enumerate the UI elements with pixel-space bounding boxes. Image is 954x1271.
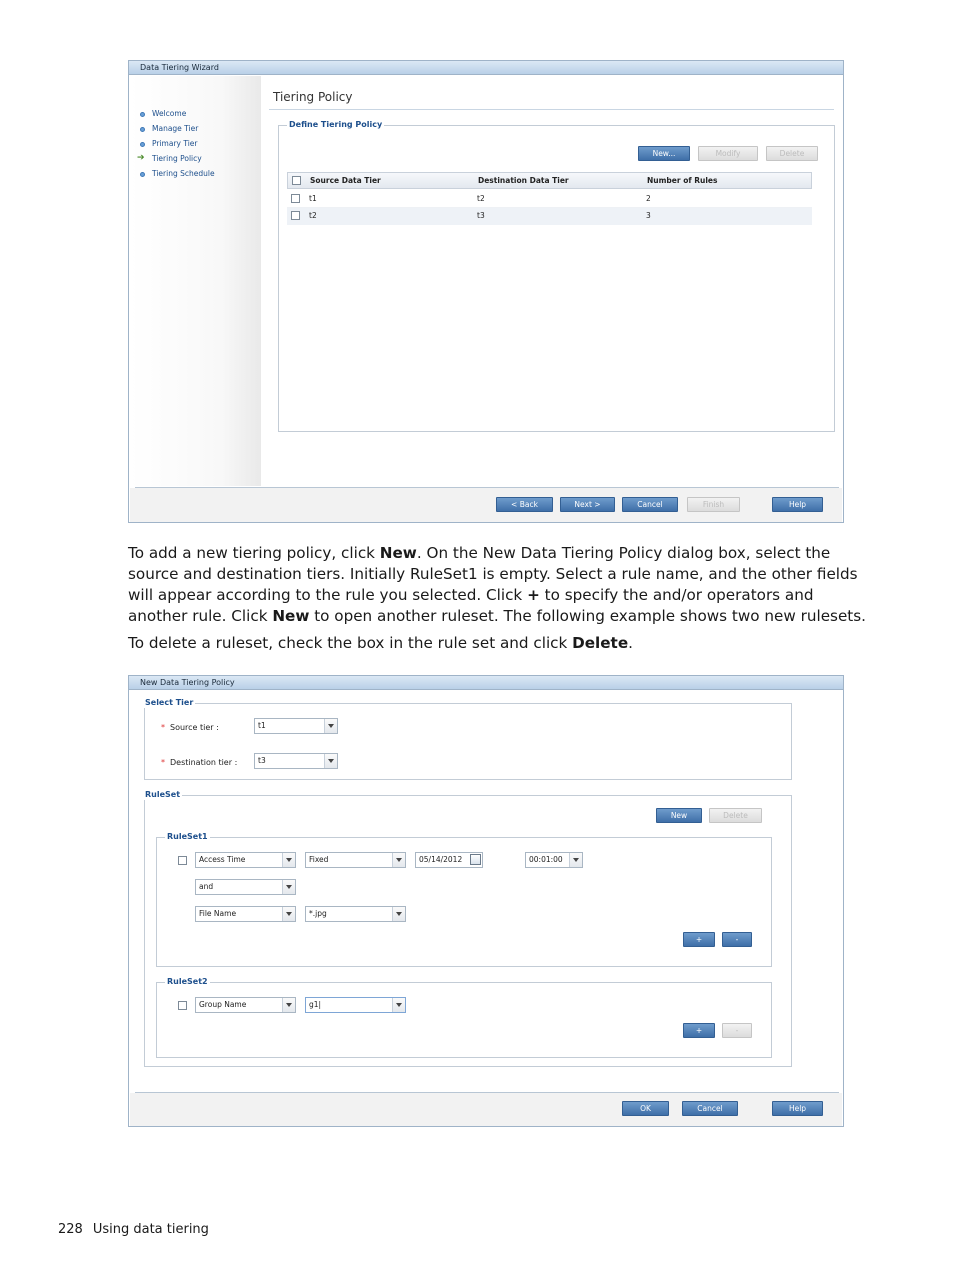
chevron-down-icon[interactable] — [282, 853, 295, 867]
new-data-tiering-policy-dialog — [128, 675, 844, 1127]
bullet-icon — [140, 142, 145, 147]
data-tiering-wizard-window — [128, 60, 844, 523]
rule-field-select[interactable]: Group Name — [195, 997, 296, 1013]
source-tier-label: Source tier : — [170, 723, 219, 732]
required-mark: * — [161, 758, 165, 767]
nav-item-tiering-policy[interactable]: ➔ Tiering Policy — [137, 153, 202, 163]
ruleset-group — [144, 790, 792, 1067]
section-title: Using data tiering — [92, 1222, 209, 1237]
define-tiering-policy-group — [278, 120, 835, 432]
cancel-button[interactable]: Cancel — [622, 497, 678, 512]
wizard-title-bar: Data Tiering Wizard — [129, 61, 843, 75]
define-tiering-policy-legend: Define Tiering Policy — [289, 120, 383, 129]
rule-operator-select[interactable]: and — [195, 879, 296, 895]
help-button[interactable]: Help — [772, 1101, 823, 1116]
add-rule-button[interactable]: + — [683, 1023, 715, 1038]
policy-table-header — [287, 172, 812, 189]
rule-date-input[interactable]: 05/14/2012 — [415, 852, 483, 868]
back-button[interactable]: < Back — [496, 497, 553, 512]
page-footer — [58, 1222, 209, 1237]
instruction-paragraph-delete: To delete a ruleset, check the box in the rule set and click Delete. — [128, 634, 633, 652]
row-checkbox[interactable] — [291, 211, 300, 220]
select-all-checkbox[interactable] — [292, 176, 301, 185]
rule2-field-select[interactable]: File Name — [195, 906, 296, 922]
chevron-down-icon[interactable] — [392, 853, 405, 867]
nav-item-primary-tier[interactable]: Primary Tier — [152, 139, 198, 149]
ruleset2-group — [156, 977, 772, 1058]
bullet-icon — [140, 172, 145, 177]
nav-item-manage-tier[interactable]: Manage Tier — [152, 124, 198, 134]
rule-mode-select[interactable]: Fixed — [305, 852, 406, 868]
new-ruleset-button[interactable]: New — [656, 808, 702, 823]
select-tier-group — [144, 698, 792, 780]
rule2-value-select[interactable]: *.jpg — [305, 906, 406, 922]
delete-policy-button[interactable]: Delete — [766, 146, 818, 161]
ruleset2-legend: RuleSet2 — [167, 977, 208, 986]
remove-rule-button[interactable]: - — [722, 932, 752, 947]
dialog-title-bar: New Data Tiering Policy — [129, 676, 843, 690]
remove-rule-button[interactable]: - — [722, 1023, 752, 1038]
destination-tier-select[interactable]: t3 — [254, 753, 338, 769]
finish-button[interactable]: Finish — [687, 497, 740, 512]
chevron-down-icon[interactable] — [282, 880, 295, 894]
destination-tier-label: Destination tier : — [170, 758, 238, 767]
required-mark: * — [161, 723, 165, 732]
chevron-down-icon[interactable] — [282, 907, 295, 921]
ruleset-legend: RuleSet — [145, 790, 181, 799]
page-title: Tiering Policy — [273, 90, 353, 104]
select-tier-legend: Select Tier — [145, 698, 194, 707]
nav-item-tiering-schedule[interactable]: Tiering Schedule — [152, 169, 215, 179]
chevron-down-icon[interactable] — [324, 754, 337, 768]
calendar-icon[interactable] — [470, 854, 481, 865]
table-row[interactable]: t2 t3 3 — [287, 208, 812, 225]
text-cursor: | — [318, 1000, 322, 1009]
cancel-button[interactable]: Cancel — [682, 1101, 738, 1116]
chevron-down-icon[interactable] — [392, 998, 405, 1012]
ruleset1-checkbox[interactable] — [178, 856, 187, 865]
instruction-paragraph-add: To add a new tiering policy, click New. On the New Data Tiering Policy dialog box, select the source and destination tiers. Initially RuleSet1 is empty. Select a rule name, and the other fields will appear according to the rule you selected. Click + to specify the and/or operators and another rule. Click New to open another ruleset. The following example shows two new rulesets. — [128, 544, 866, 625]
nav-item-welcome[interactable]: Welcome — [152, 109, 186, 119]
column-source-data-tier[interactable]: Source Data Tier — [310, 176, 381, 185]
bullet-icon — [140, 127, 145, 132]
delete-ruleset-button[interactable]: Delete — [709, 808, 762, 823]
column-destination-data-tier[interactable]: Destination Data Tier — [478, 176, 569, 185]
source-tier-select[interactable]: t1 — [254, 718, 338, 734]
rule-time-select[interactable]: 00:01:00 — [525, 852, 583, 868]
column-number-of-rules[interactable]: Number of Rules — [647, 176, 718, 185]
rule-value-input[interactable]: g1| — [305, 997, 406, 1013]
ruleset2-checkbox[interactable] — [178, 1001, 187, 1010]
add-rule-button[interactable]: + — [683, 932, 715, 947]
new-policy-button[interactable]: New... — [638, 146, 690, 161]
ruleset1-group — [156, 832, 772, 967]
ruleset1-legend: RuleSet1 — [167, 832, 208, 841]
current-step-arrow-icon: ➔ — [137, 153, 145, 163]
chevron-down-icon[interactable] — [392, 907, 405, 921]
modify-policy-button[interactable]: Modify — [698, 146, 758, 161]
chevron-down-icon[interactable] — [324, 719, 337, 733]
chevron-down-icon[interactable] — [282, 998, 295, 1012]
help-button[interactable]: Help — [772, 497, 823, 512]
table-row[interactable]: t1 t2 2 — [287, 191, 812, 208]
chevron-down-icon[interactable] — [569, 853, 582, 867]
row-checkbox[interactable] — [291, 194, 300, 203]
next-button[interactable]: Next > — [560, 497, 615, 512]
rule-field-select[interactable]: Access Time — [195, 852, 296, 868]
bullet-icon — [140, 112, 145, 117]
wizard-nav-panel — [130, 76, 261, 486]
ok-button[interactable]: OK — [622, 1101, 669, 1116]
page-number: 228 — [58, 1222, 83, 1237]
title-divider — [269, 109, 834, 110]
